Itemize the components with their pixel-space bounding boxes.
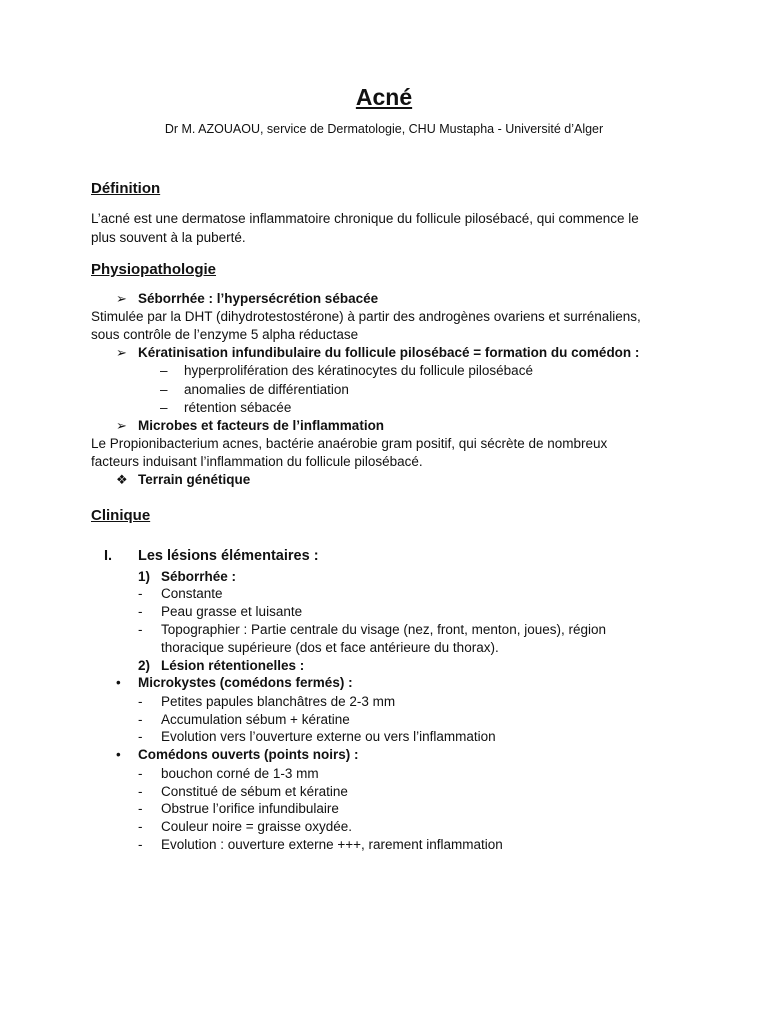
comedons-item: Constitué de sébum et kératine bbox=[161, 784, 348, 799]
dash-bullet: - bbox=[138, 604, 143, 619]
comedons-item: Couleur noire = graisse oxydée. bbox=[161, 819, 352, 834]
seborrhee-item: Constante bbox=[161, 586, 223, 601]
dash-bullet: - bbox=[138, 586, 143, 601]
microkystes-item: Accumulation sébum + kératine bbox=[161, 712, 350, 727]
number-1: 1) bbox=[138, 569, 151, 584]
dash-bullet: - bbox=[138, 801, 143, 816]
keratinisation-subitem: hyperprolifération des kératinocytes du follicule pilosébacé bbox=[184, 363, 533, 378]
comedons-item: Obstrue l’orifice infundibulaire bbox=[161, 801, 339, 816]
arrow-bullet-icon: ➢ bbox=[116, 291, 127, 306]
heading-clinique: Clinique bbox=[91, 507, 151, 524]
roman-numeral: I. bbox=[104, 548, 113, 564]
dash-bullet: - bbox=[138, 837, 143, 852]
physio-item-keratinisation: Kératinisation infundibulaire du follicule pilosébacé = formation du comédon : bbox=[138, 345, 640, 360]
subsection-seborrhee: Séborrhée : bbox=[161, 569, 237, 584]
dash-bullet: – bbox=[160, 363, 168, 378]
microkystes-title: Microkystes (comédons fermés) : bbox=[138, 675, 353, 690]
dash-bullet: - bbox=[138, 766, 143, 781]
document-subtitle: Dr M. AZOUAOU, service de Dermatologie, CHU Mustapha - Université d’Alger bbox=[164, 122, 604, 136]
heading-physiopathologie: Physiopathologie bbox=[91, 261, 217, 278]
keratinisation-subitem: anomalies de différentiation bbox=[184, 382, 349, 397]
arrow-bullet-icon: ➢ bbox=[116, 345, 127, 360]
physio-item-seborrhee: Séborrhée : l’hypersécrétion sébacée bbox=[138, 291, 379, 306]
physio-seborrhee-line-1: Stimulée par la DHT (dihydrotestostérone) à partir des androgènes ovariens et surrénaliens, bbox=[91, 309, 641, 324]
physio-seborrhee-line-2: sous contrôle de l’enzyme 5 alpha réductase bbox=[91, 327, 359, 342]
comedons-item: bouchon corné de 1-3 mm bbox=[161, 766, 319, 781]
document-title: Acné bbox=[355, 84, 413, 110]
physio-microbes-line-2: facteurs induisant l’inflammation du follicule pilosébacé. bbox=[91, 454, 423, 469]
number-2: 2) bbox=[138, 658, 151, 673]
comedons-ouverts-title: Comédons ouverts (points noirs) : bbox=[138, 747, 359, 762]
dash-bullet: - bbox=[138, 622, 143, 637]
microkystes-item: Evolution vers l’ouverture externe ou vers l’inflammation bbox=[161, 729, 496, 744]
dash-bullet: – bbox=[160, 382, 168, 397]
heading-definition: Définition bbox=[91, 180, 161, 197]
dash-bullet: - bbox=[138, 784, 143, 799]
diamond-bullet-icon: ❖ bbox=[116, 472, 128, 487]
section-lesions-elementaires: Les lésions élémentaires : bbox=[138, 548, 319, 564]
dash-bullet: - bbox=[138, 712, 143, 727]
dash-bullet: - bbox=[138, 729, 143, 744]
arrow-bullet-icon: ➢ bbox=[116, 418, 127, 433]
physio-item-terrain: Terrain génétique bbox=[138, 472, 251, 487]
round-bullet-icon: • bbox=[116, 747, 121, 762]
physio-microbes-line-1: Le Propionibacterium acnes, bactérie anaérobie gram positif, qui sécrète de nombreux bbox=[91, 436, 608, 451]
dash-bullet: - bbox=[138, 694, 143, 709]
comedons-item: Evolution : ouverture externe +++, rarement inflammation bbox=[161, 837, 503, 852]
topographie-line-2: thoracique supérieure (dos et face antérieure du thorax). bbox=[161, 640, 499, 655]
round-bullet-icon: • bbox=[116, 675, 121, 690]
topographie-line-1: Topographier : Partie centrale du visage (nez, front, menton, joues), région bbox=[161, 622, 606, 637]
keratinisation-subitem: rétention sébacée bbox=[184, 400, 292, 415]
dash-bullet: - bbox=[138, 819, 143, 834]
seborrhee-item: Peau grasse et luisante bbox=[161, 604, 303, 619]
microkystes-item: Petites papules blanchâtres de 2-3 mm bbox=[161, 694, 396, 709]
subsection-lesions-retentionelles: Lésion rétentionelles : bbox=[161, 658, 305, 673]
physio-item-microbes: Microbes et facteurs de l’inflammation bbox=[138, 418, 385, 433]
definition-line-2: plus souvent à la puberté. bbox=[91, 230, 246, 245]
definition-line-1: L’acné est une dermatose inflammatoire chronique du follicule pilosébacé, qui commence le bbox=[91, 211, 639, 226]
dash-bullet: – bbox=[160, 400, 168, 415]
